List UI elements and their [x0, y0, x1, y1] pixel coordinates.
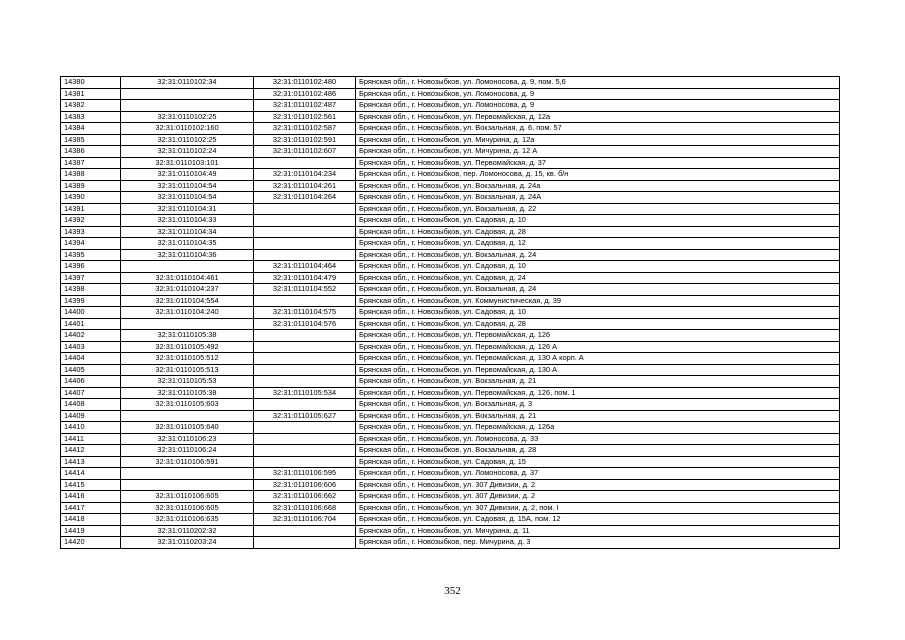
object-cadastral-number-cell: 32:31:0110102:486 [254, 88, 356, 100]
table-row [61, 146, 840, 158]
table-row [61, 330, 840, 342]
address-cell: Брянская обл., г. Новозыбков, ул. Мичурина, д. 11 [356, 525, 840, 537]
cadastral-number-cell: 32:31:0110106:23 [121, 433, 254, 445]
table-row [61, 525, 840, 537]
row-number-cell: 14382 [61, 100, 121, 112]
address-cell: Брянская обл., г. Новозыбков, ул. Вокзальная, д. 28 [356, 445, 840, 457]
cadastral-number-cell: 32:31:0110102:25 [121, 134, 254, 146]
object-cadastral-number-cell: 32:31:0110104:464 [254, 261, 356, 273]
object-cadastral-number-cell: 32:31:0110104:552 [254, 284, 356, 296]
row-number-cell: 14415 [61, 479, 121, 491]
object-cadastral-number-cell [254, 456, 356, 468]
row-number-cell: 14398 [61, 284, 121, 296]
object-cadastral-number-cell [254, 341, 356, 353]
cadastral-number-cell: 32:31:0110105:512 [121, 353, 254, 365]
object-cadastral-number-cell [254, 445, 356, 457]
table-row [61, 180, 840, 192]
table-row [61, 318, 840, 330]
cadastral-number-cell: 32:31:0110106:605 [121, 491, 254, 503]
cadastral-number-cell: 32:31:0110105:38 [121, 330, 254, 342]
object-cadastral-number-cell: 32:31:0110102:591 [254, 134, 356, 146]
table-row [61, 226, 840, 238]
row-number-cell: 14380 [61, 77, 121, 89]
cadastral-number-cell: 32:31:0110203:24 [121, 537, 254, 549]
table-row [61, 284, 840, 296]
table-row [61, 100, 840, 112]
address-cell: Брянская обл., г. Новозыбков, ул. Первомайская, д. 130 А [356, 364, 840, 376]
row-number-cell: 14385 [61, 134, 121, 146]
address-cell: Брянская обл., г. Новозыбков, ул. Вокзальная, д. 24 [356, 284, 840, 296]
cadastral-number-cell [121, 88, 254, 100]
object-cadastral-number-cell: 32:31:0110106:704 [254, 514, 356, 526]
row-number-cell: 14381 [61, 88, 121, 100]
row-number-cell: 14386 [61, 146, 121, 158]
table-row [61, 341, 840, 353]
row-number-cell: 14401 [61, 318, 121, 330]
address-cell: Брянская обл., г. Новозыбков, ул. Первомайская, д. 126, пом. 1 [356, 387, 840, 399]
row-number-cell: 14404 [61, 353, 121, 365]
object-cadastral-number-cell: 32:31:0110106:606 [254, 479, 356, 491]
row-number-cell: 14383 [61, 111, 121, 123]
table-row [61, 295, 840, 307]
cadastral-number-cell: 32:31:0110102:34 [121, 77, 254, 89]
address-cell: Брянская обл., г. Новозыбков, ул. 307 Дивизии, д. 2, пом. I [356, 502, 840, 514]
row-number-cell: 14411 [61, 433, 121, 445]
cadastral-number-cell [121, 261, 254, 273]
object-cadastral-number-cell [254, 422, 356, 434]
table-row [61, 134, 840, 146]
row-number-cell: 14413 [61, 456, 121, 468]
address-cell: Брянская обл., г. Новозыбков, ул. Первомайская, д. 130 А корп. А [356, 353, 840, 365]
cadastral-number-cell: 32:31:0110102:160 [121, 123, 254, 135]
table-row [61, 491, 840, 503]
registry-table [60, 76, 840, 549]
cadastral-number-cell [121, 410, 254, 422]
address-cell: Брянская обл., г. Новозыбков, ул. Первомайская, д. 126 А [356, 341, 840, 353]
table-row [61, 88, 840, 100]
address-cell: Брянская обл., г. Новозыбков, ул. Мичурина, д. 12 А [356, 146, 840, 158]
row-number-cell: 14407 [61, 387, 121, 399]
object-cadastral-number-cell: 32:31:0110104:264 [254, 192, 356, 204]
table-row [61, 433, 840, 445]
address-cell: Брянская обл., г. Новозыбков, ул. Ломоносова, д. 9 [356, 88, 840, 100]
cadastral-number-cell: 32:31:0110104:36 [121, 249, 254, 261]
cadastral-number-cell [121, 100, 254, 112]
object-cadastral-number-cell [254, 203, 356, 215]
cadastral-number-cell: 32:31:0110105:492 [121, 341, 254, 353]
object-cadastral-number-cell: 32:31:0110102:487 [254, 100, 356, 112]
row-number-cell: 14406 [61, 376, 121, 388]
cadastral-number-cell: 32:31:0110202:32 [121, 525, 254, 537]
cadastral-number-cell: 32:31:0110104:240 [121, 307, 254, 319]
address-cell: Брянская обл., г. Новозыбков, ул. Садовая, д. 15 [356, 456, 840, 468]
object-cadastral-number-cell: 32:31:0110102:587 [254, 123, 356, 135]
table-row [61, 445, 840, 457]
cadastral-number-cell: 32:31:0110104:49 [121, 169, 254, 181]
object-cadastral-number-cell: 32:31:0110105:534 [254, 387, 356, 399]
table-row [61, 307, 840, 319]
address-cell: Брянская обл., г. Новозыбков, ул. Первомайская, д. 126а [356, 422, 840, 434]
cadastral-number-cell: 32:31:0110104:554 [121, 295, 254, 307]
cadastral-number-cell: 32:31:0110102:25 [121, 111, 254, 123]
table-row [61, 399, 840, 411]
row-number-cell: 14405 [61, 364, 121, 376]
object-cadastral-number-cell [254, 295, 356, 307]
cadastral-number-cell: 32:31:0110105:603 [121, 399, 254, 411]
table-row [61, 514, 840, 526]
object-cadastral-number-cell [254, 249, 356, 261]
address-cell: Брянская обл., г. Новозыбков, ул. Первомайская, д. 12а [356, 111, 840, 123]
row-number-cell: 14396 [61, 261, 121, 273]
table-row [61, 479, 840, 491]
cadastral-number-cell: 32:31:0110106:24 [121, 445, 254, 457]
address-cell: Брянская обл., г. Новозыбков, ул. Ломоносова, д. 33 [356, 433, 840, 445]
row-number-cell: 14402 [61, 330, 121, 342]
table-row [61, 456, 840, 468]
object-cadastral-number-cell: 32:31:0110102:480 [254, 77, 356, 89]
object-cadastral-number-cell: 32:31:0110104:261 [254, 180, 356, 192]
address-cell: Брянская обл., г. Новозыбков, ул. Вокзальная, д. 21 [356, 410, 840, 422]
cadastral-number-cell: 32:31:0110104:33 [121, 215, 254, 227]
table-row [61, 111, 840, 123]
row-number-cell: 14410 [61, 422, 121, 434]
table-row [61, 376, 840, 388]
object-cadastral-number-cell: 32:31:0110104:576 [254, 318, 356, 330]
table-row [61, 203, 840, 215]
object-cadastral-number-cell [254, 330, 356, 342]
table-row [61, 238, 840, 250]
object-cadastral-number-cell: 32:31:0110106:595 [254, 468, 356, 480]
row-number-cell: 14420 [61, 537, 121, 549]
cadastral-number-cell: 32:31:0110104:34 [121, 226, 254, 238]
object-cadastral-number-cell [254, 433, 356, 445]
object-cadastral-number-cell [254, 364, 356, 376]
address-cell: Брянская обл., г. Новозыбков, ул. Вокзальная, д. 21 [356, 376, 840, 388]
table-row [61, 364, 840, 376]
table-row [61, 272, 840, 284]
row-number-cell: 14391 [61, 203, 121, 215]
address-cell: Брянская обл., г. Новозыбков, ул. Садовая, д. 28 [356, 226, 840, 238]
row-number-cell: 14414 [61, 468, 121, 480]
object-cadastral-number-cell: 32:31:0110104:575 [254, 307, 356, 319]
cadastral-number-cell: 32:31:0110105:53 [121, 376, 254, 388]
table-row [61, 353, 840, 365]
cadastral-number-cell: 32:31:0110105:640 [121, 422, 254, 434]
address-cell: Брянская обл., г. Новозыбков, ул. Садовая, д. 15А, пом. 12 [356, 514, 840, 526]
row-number-cell: 14394 [61, 238, 121, 250]
address-cell: Брянская обл., г. Новозыбков, ул. Ломоносова, д. 37 [356, 468, 840, 480]
cadastral-number-cell: 32:31:0110106:605 [121, 502, 254, 514]
address-cell: Брянская обл., г. Новозыбков, ул. Садовая, д. 10 [356, 261, 840, 273]
row-number-cell: 14416 [61, 491, 121, 503]
cadastral-number-cell: 32:31:0110103:101 [121, 157, 254, 169]
object-cadastral-number-cell: 32:31:0110104:479 [254, 272, 356, 284]
row-number-cell: 14409 [61, 410, 121, 422]
table-row [61, 410, 840, 422]
row-number-cell: 14393 [61, 226, 121, 238]
row-number-cell: 14389 [61, 180, 121, 192]
table-row [61, 169, 840, 181]
row-number-cell: 14395 [61, 249, 121, 261]
cadastral-number-cell: 32:31:0110106:591 [121, 456, 254, 468]
address-cell: Брянская обл., г. Новозыбков, ул. Вокзальная, д. 22 [356, 203, 840, 215]
table-row [61, 537, 840, 549]
cadastral-number-cell [121, 479, 254, 491]
registry-table-body [61, 77, 840, 549]
row-number-cell: 14390 [61, 192, 121, 204]
object-cadastral-number-cell [254, 353, 356, 365]
row-number-cell: 14400 [61, 307, 121, 319]
object-cadastral-number-cell: 32:31:0110106:662 [254, 491, 356, 503]
object-cadastral-number-cell [254, 376, 356, 388]
cadastral-number-cell: 32:31:0110104:237 [121, 284, 254, 296]
address-cell: Брянская обл., г. Новозыбков, ул. Мичурина, д. 12а [356, 134, 840, 146]
object-cadastral-number-cell: 32:31:0110105:627 [254, 410, 356, 422]
address-cell: Брянская обл., г. Новозыбков, ул. Вокзальная, д. 24А [356, 192, 840, 204]
address-cell: Брянская обл., г. Новозыбков, пер. Ломоносова, д. 15, кв. б/н [356, 169, 840, 181]
object-cadastral-number-cell [254, 215, 356, 227]
page-number: 352 [444, 585, 461, 597]
address-cell: Брянская обл., г. Новозыбков, ул. Коммунистическая, д. 39 [356, 295, 840, 307]
table-row [61, 192, 840, 204]
address-cell: Брянская обл., г. Новозыбков, ул. Вокзальная, д. 3 [356, 399, 840, 411]
cadastral-number-cell: 32:31:0110105:38 [121, 387, 254, 399]
address-cell: Брянская обл., г. Новозыбков, ул. Вокзальная, д. 24 [356, 249, 840, 261]
row-number-cell: 14388 [61, 169, 121, 181]
address-cell: Брянская обл., г. Новозыбков, ул. Ломоносова, д. 9 [356, 100, 840, 112]
table-row [61, 215, 840, 227]
object-cadastral-number-cell [254, 157, 356, 169]
row-number-cell: 14418 [61, 514, 121, 526]
address-cell: Брянская обл., г. Новозыбков, ул. Садовая, д. 24 [356, 272, 840, 284]
row-number-cell: 14399 [61, 295, 121, 307]
cadastral-number-cell: 32:31:0110106:635 [121, 514, 254, 526]
object-cadastral-number-cell [254, 399, 356, 411]
address-cell: Брянская обл., г. Новозыбков, ул. Вокзальная, д. 24а [356, 180, 840, 192]
cadastral-number-cell: 32:31:0110104:31 [121, 203, 254, 215]
cadastral-number-cell [121, 468, 254, 480]
address-cell: Брянская обл., г. Новозыбков, ул. Садовая, д. 10 [356, 215, 840, 227]
address-cell: Брянская обл., г. Новозыбков, ул. Вокзальная, д. 6, пом. 57 [356, 123, 840, 135]
cadastral-number-cell: 32:31:0110104:461 [121, 272, 254, 284]
cadastral-number-cell: 32:31:0110102:24 [121, 146, 254, 158]
table-row [61, 468, 840, 480]
row-number-cell: 14403 [61, 341, 121, 353]
table-row [61, 502, 840, 514]
address-cell: Брянская обл., г. Новозыбков, ул. Ломоносова, д. 9, пом. 5,6 [356, 77, 840, 89]
row-number-cell: 14387 [61, 157, 121, 169]
row-number-cell: 14392 [61, 215, 121, 227]
table-row [61, 249, 840, 261]
object-cadastral-number-cell: 32:31:0110102:561 [254, 111, 356, 123]
address-cell: Брянская обл., г. Новозыбков, ул. Садовая, д. 12 [356, 238, 840, 250]
table-row [61, 422, 840, 434]
cadastral-number-cell [121, 318, 254, 330]
address-cell: Брянская обл., г. Новозыбков, ул. Первомайская, д. 126 [356, 330, 840, 342]
object-cadastral-number-cell: 32:31:0110104:234 [254, 169, 356, 181]
table-row [61, 387, 840, 399]
address-cell: Брянская обл., г. Новозыбков, ул. Садовая, д. 10 [356, 307, 840, 319]
table-row [61, 77, 840, 89]
row-number-cell: 14417 [61, 502, 121, 514]
row-number-cell: 14412 [61, 445, 121, 457]
cadastral-number-cell: 32:31:0110104:54 [121, 192, 254, 204]
address-cell: Брянская обл., г. Новозыбков, пер. Мичурина, д. 3 [356, 537, 840, 549]
object-cadastral-number-cell [254, 238, 356, 250]
cadastral-number-cell: 32:31:0110104:35 [121, 238, 254, 250]
cadastral-number-cell: 32:31:0110105:513 [121, 364, 254, 376]
table-row [61, 261, 840, 273]
cadastral-number-cell: 32:31:0110104:54 [121, 180, 254, 192]
row-number-cell: 14408 [61, 399, 121, 411]
address-cell: Брянская обл., г. Новозыбков, ул. 307 Дивизии, д. 2 [356, 479, 840, 491]
row-number-cell: 14397 [61, 272, 121, 284]
address-cell: Брянская обл., г. Новозыбков, ул. 307 Дивизии, д. 2 [356, 491, 840, 503]
row-number-cell: 14384 [61, 123, 121, 135]
table-row [61, 157, 840, 169]
row-number-cell: 14419 [61, 525, 121, 537]
object-cadastral-number-cell [254, 537, 356, 549]
address-cell: Брянская обл., г. Новозыбков, ул. Первомайская, д. 37 [356, 157, 840, 169]
object-cadastral-number-cell: 32:31:0110106:668 [254, 502, 356, 514]
table-row [61, 123, 840, 135]
address-cell: Брянская обл., г. Новозыбков, ул. Садовая, д. 28 [356, 318, 840, 330]
object-cadastral-number-cell [254, 525, 356, 537]
object-cadastral-number-cell [254, 226, 356, 238]
object-cadastral-number-cell: 32:31:0110102:607 [254, 146, 356, 158]
